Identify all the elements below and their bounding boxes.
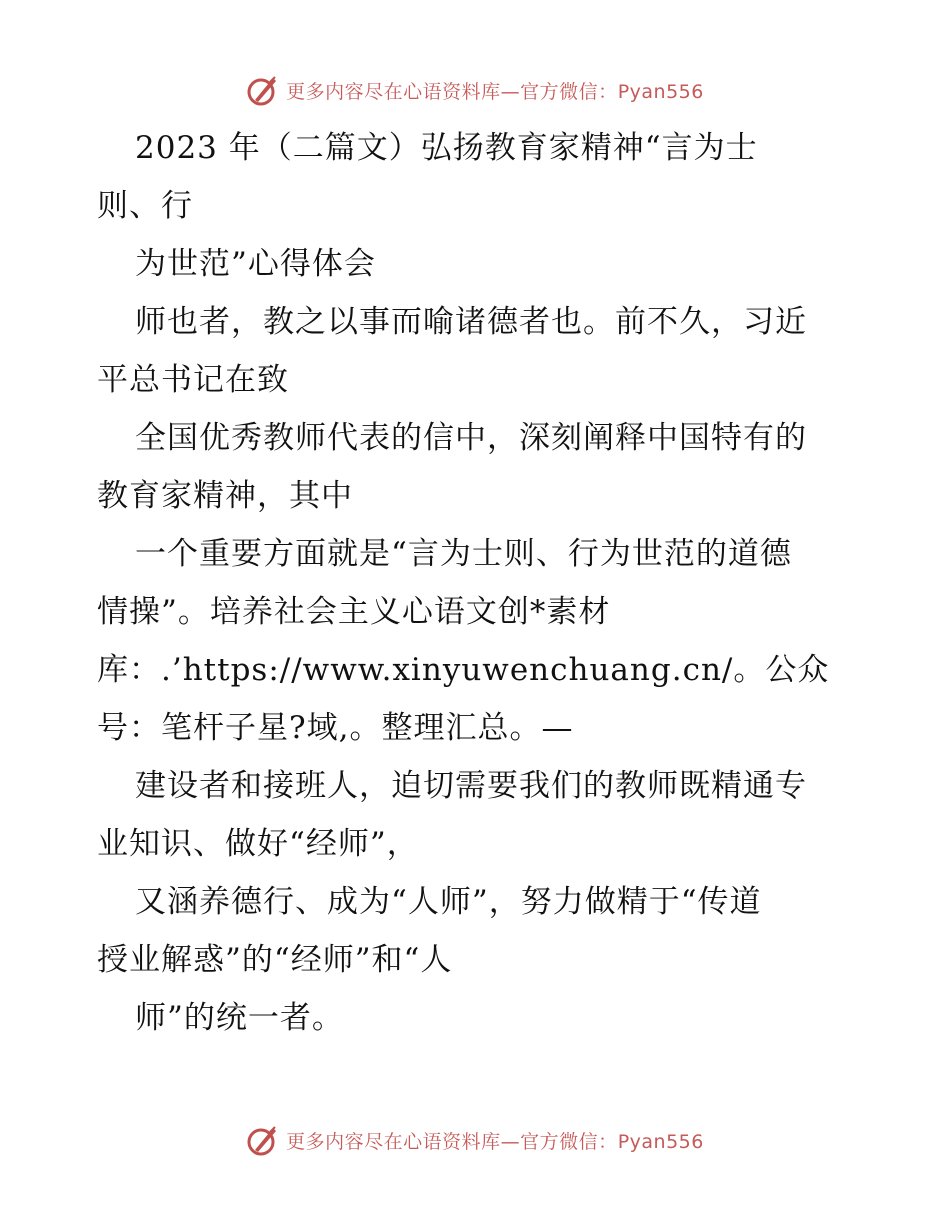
watermark-text: 更多内容尽在心语资料库—官方微信：Pyan556 [286, 80, 704, 103]
paragraph-line: 建设者和接班人，迫切需要我们的教师既精通专 [135, 768, 807, 804]
title-line-2: 则、行 [97, 188, 193, 224]
footer-watermark [0, 1120, 950, 1160]
paragraph-line: 又涵养德行、成为“人师”，努力做精于“传道 [135, 884, 762, 920]
paragraph-line: 一个重要方面就是“言为士则、行为世范的道德 [135, 536, 792, 572]
paragraph-line: 情操”。培养社会主义心语文创*素材 [97, 594, 611, 630]
paragraph-line: 号：笔杆子星?域,。整理汇总。— [97, 710, 574, 746]
title-line-1: 2023 年（二篇文）弘扬教育家精神“言为士 [135, 130, 758, 166]
paragraph-line: 师”的统一者。 [135, 1000, 344, 1036]
paragraph-line: 平总书记在致 [97, 362, 289, 398]
paragraph-line: 业知识、做好“经师”， [97, 826, 419, 862]
paragraph-line: 库：.’https://www.xinyuwenchuang.cn/。公众 [97, 652, 830, 688]
quill-pen-logo-icon [246, 1123, 280, 1157]
title-line-3: 为世范”心得体会 [135, 246, 376, 282]
paragraph-line: 教育家精神，其中 [97, 478, 353, 514]
paragraph-line: 全国优秀教师代表的信中，深刻阐释中国特有的 [135, 420, 807, 456]
paragraph-line: 授业解惑”的“经师”和“人 [97, 942, 453, 978]
watermark-text: 更多内容尽在心语资料库—官方微信：Pyan556 [286, 1130, 704, 1153]
paragraph-line: 师也者，教之以事而喻诸德者也。前不久，习近 [135, 304, 807, 340]
